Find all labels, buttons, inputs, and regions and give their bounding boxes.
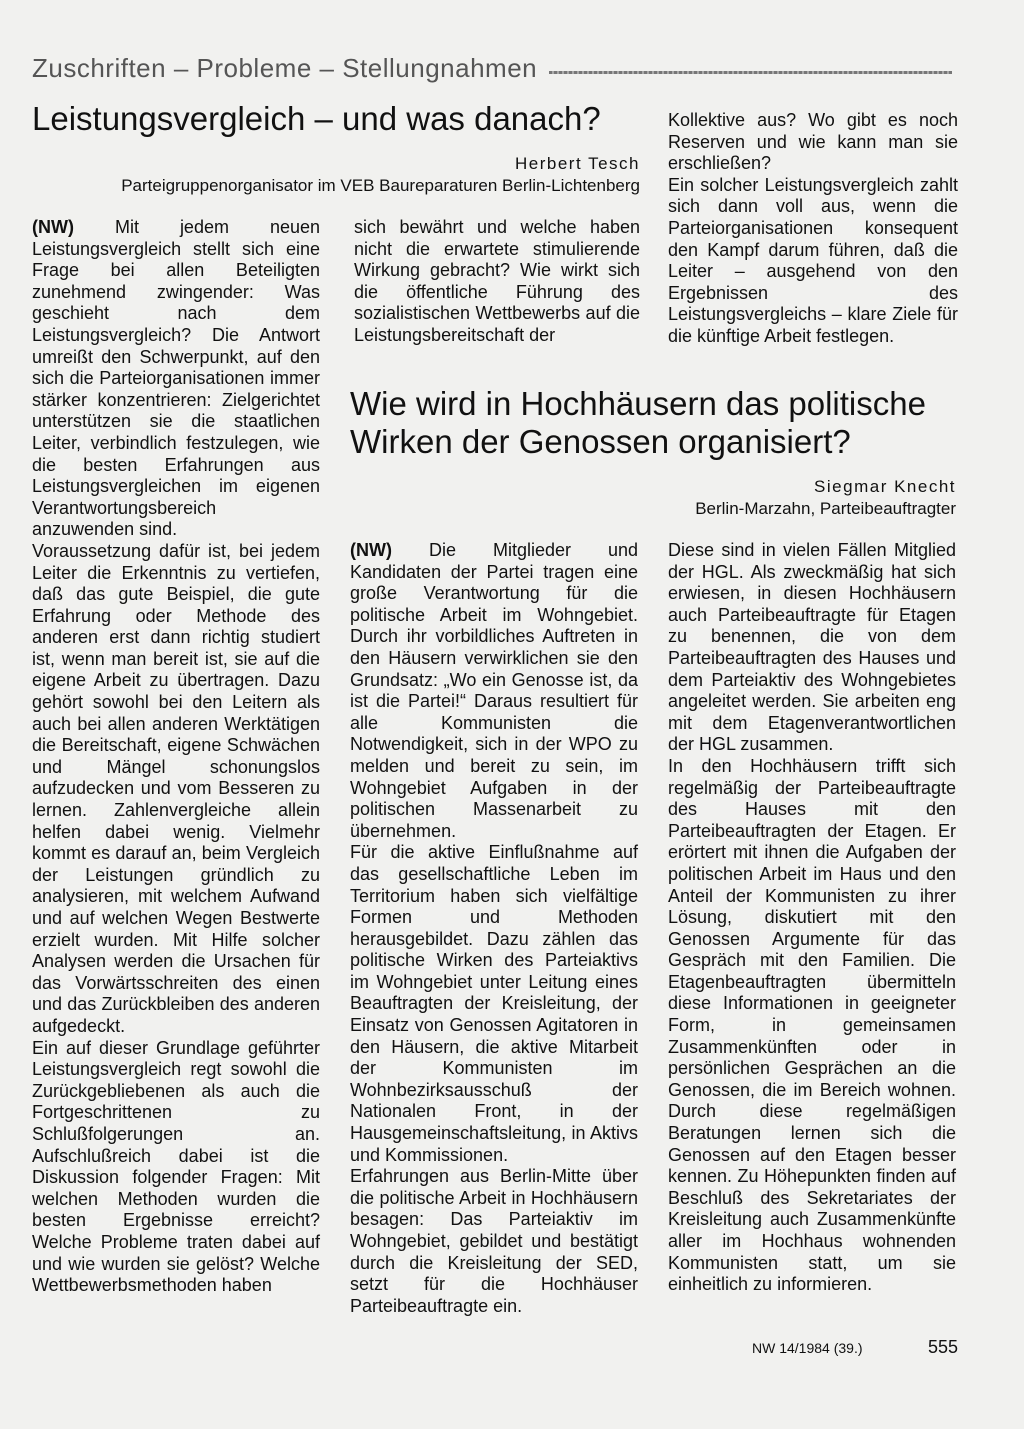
article2-paragraph: (NW) Die Mitglieder und Kandidaten der Partei tragen eine große Verantwortung für die politische Arbeit im Wohngebiet. Durch ihr vorbildliches Auftreten in den Häusern verwirklichen sie den Grundsatz: „Wo ein Genosse ist, da ist die Partei!“ Daraus resultiert für alle Kommunisten die Notwendigkeit, sich in der WPO zu melden und bereit zu sein, im Wohngebiet Aufgaben in der politischen Massenarbeit zu übernehmen. — [350, 540, 638, 841]
article2-paragraph: In den Hochhäusern trifft sich regelmäßig der Parteibeauftragte des Hauses mit den Parteibeauftragten der Etagen. Er erörtert mit ihnen die Aufgaben der politischen Arbeit im Haus und den Anteil der Kommunisten zu ihrer Lösung, diskutiert mit den Genossen Argumente für das Gespräch mit den Familien. Die Etagenbeauftragten übermitteln diese Informationen in geeigneter Form, in gemeinsamen Zusammenkünften oder in persönlichen Gesprächen an die Genossen, die im Bereich wohnen. Durch diese regelmäßigen Beratungen lernen sich die Genossen auf den Etagen besser kennen. Zu Höhepunkten finden auf Beschluß des Sekretariates der Kreisleitung auch Zusammenkünfte aller im Hochhaus wohnenden Kommunisten statt, um sie einheitlich zu informieren. — [668, 755, 956, 1295]
section-header-text: Zuschriften – Probleme – Stellungnahmen — [32, 52, 538, 83]
article2-role: Berlin-Marzahn, Parteibeauftragter — [695, 499, 956, 518]
issue-reference: NW 14/1984 (39.) — [752, 1340, 863, 1356]
article2-column-2 — [668, 540, 956, 1296]
article1-column-2 — [354, 217, 640, 347]
page-number: 555 — [927, 1337, 958, 1357]
article1-byline — [32, 153, 640, 197]
article1-tag: (NW) — [32, 217, 74, 237]
article1-column-1 — [32, 217, 320, 1297]
article1-paragraph: Ein solcher Leistungsvergleich zahlt sich dann voll aus, wenn die Parteiorganisationen konsequent den Kampf darum führen, daß die Leiter – ausgehend von den Ergebnissen des Leistungsvergleichs – klare Ziele für die künftige Arbeit festlegen. — [668, 174, 958, 346]
page-footer — [752, 1337, 958, 1358]
article1-paragraph: sich bewährt und welche haben nicht die erwartete stimulierende Wirkung gebracht? Wie wirkt sich die öffentliche Führung des sozialistischen Wettbewerbs auf die Leistungsbereitschaft der — [354, 217, 640, 345]
article2-title: Wie wird in Hochhäusern das politische Wirken der Genossen organisiert? — [350, 385, 926, 460]
article2-column-1 — [350, 540, 638, 1317]
article1-paragraph: Kollektive aus? Wo gibt es noch Reserven und wie kann man sie erschließen? — [668, 110, 958, 174]
article2-tag: (NW) — [350, 540, 392, 560]
article2-byline — [350, 476, 956, 520]
article1-role: Parteigruppenorganisator im VEB Baureparaturen Berlin-Lichtenberg — [121, 176, 640, 195]
article1-paragraph: Voraussetzung dafür ist, bei jedem Leiter die Erkenntnis zu vertiefen, daß das gute Beispiel, die gute Erfahrung oder Methode des anderen erst dann richtig studiert ist, wenn man bereit ist, sie auf die eigene Arbeit zu übertragen. Dazu gehört sowohl bei den Leitern als auch bei allen anderen Werktätigen die Bereitschaft, eigene Schwächen und Mängel schonungslos aufzudecken und vom Besseren zu lernen. Zahlenvergleiche allein helfen dabei wenig. Vielmehr kommt es darauf an, beim Vergleich der Leistungen gründlich zu analysieren, mit welchem Aufwand und auf welchen Wegen Bestwerte erzielt wurden. Mit Hilfe solcher Analysen werden die Ursachen für das Vorwärtsschreiten des einen und das Zurückbleiben des anderen aufgedeckt. — [32, 540, 320, 1036]
article2-paragraph: Diese sind in vielen Fällen Mitglied der HGL. Als zweckmäßig hat sich erwiesen, in diesen Hochhäusern auch Parteibeauftragte für Etagen zu benennen, die von dem Parteibeauftragten des Hauses und dem Parteiaktiv des Wohngebietes angeleitet werden. Sie arbeiten eng mit dem Etagenverantwortlichen der HGL zusammen. — [668, 540, 956, 755]
section-header-rule — [549, 71, 952, 74]
article2-author: Siegmar Knecht — [814, 477, 956, 496]
article1-author: Herbert Tesch — [514, 154, 640, 173]
article1-paragraph: (NW) Mit jedem neuen Leistungsvergleich stellt sich eine Frage bei allen Beteiligten zunehmend zwingender: Was geschieht nach dem Leistungsvergleich? Die Antwort umreißt den Schwerpunkt, auf den sich die Parteiorganisationen immer stärker konzentrieren: Zielgerichtet unterstützen sie die staatlichen Leiter, verbindlich festzulegen, wie die besten Erfahrungen aus Leistungsvergleichen im eigenen Verantwortungsbereich anzuwenden sind. — [32, 217, 320, 540]
article1-paragraph: Ein auf dieser Grundlage geführter Leistungsvergleich regt sowohl die Zurückgebliebenen als auch die Fortgeschrittenen zu Schlußfolgerungen an. Aufschlußreich dabei ist die Diskussion folgender Fragen: Mit welchen Methoden wurden die besten Ergebnisse erreicht? Welche Probleme traten dabei auf und wie wurden sie gelöst? Welche Wettbewerbsmethoden haben — [32, 1037, 320, 1296]
article2-paragraph: Für die aktive Einflußnahme auf das gesellschaftliche Leben im Territorium haben sich vielfältige Formen und Methoden herausgebildet. Dazu zählen das politische Wirken des Parteiaktivs im Wohngebiet unter Leitung eines Beauftragten der Kreisleitung, der Einsatz von Genossen Agitatoren in den Häusern, die aktive Mitarbeit der Kommunisten im Wohnbezirksausschuß der Nationalen Front, in der Hausgemeinschaftsleitung, in Aktivs und Kommissionen. — [350, 842, 638, 1165]
section-header — [32, 50, 952, 86]
article1-title: Leistungsvergleich – und was danach? — [32, 100, 601, 137]
article1-column-3 — [668, 110, 958, 348]
article2-paragraph: Erfahrungen aus Berlin-Mitte über die politische Arbeit in Hochhäusern besagen: Das Parteiaktiv im Wohngebiet, gebildet und bestätigt durch die Kreisleitung der SED, setzt für die Hochhäuser Parteibeauftragte ein. — [350, 1166, 638, 1316]
